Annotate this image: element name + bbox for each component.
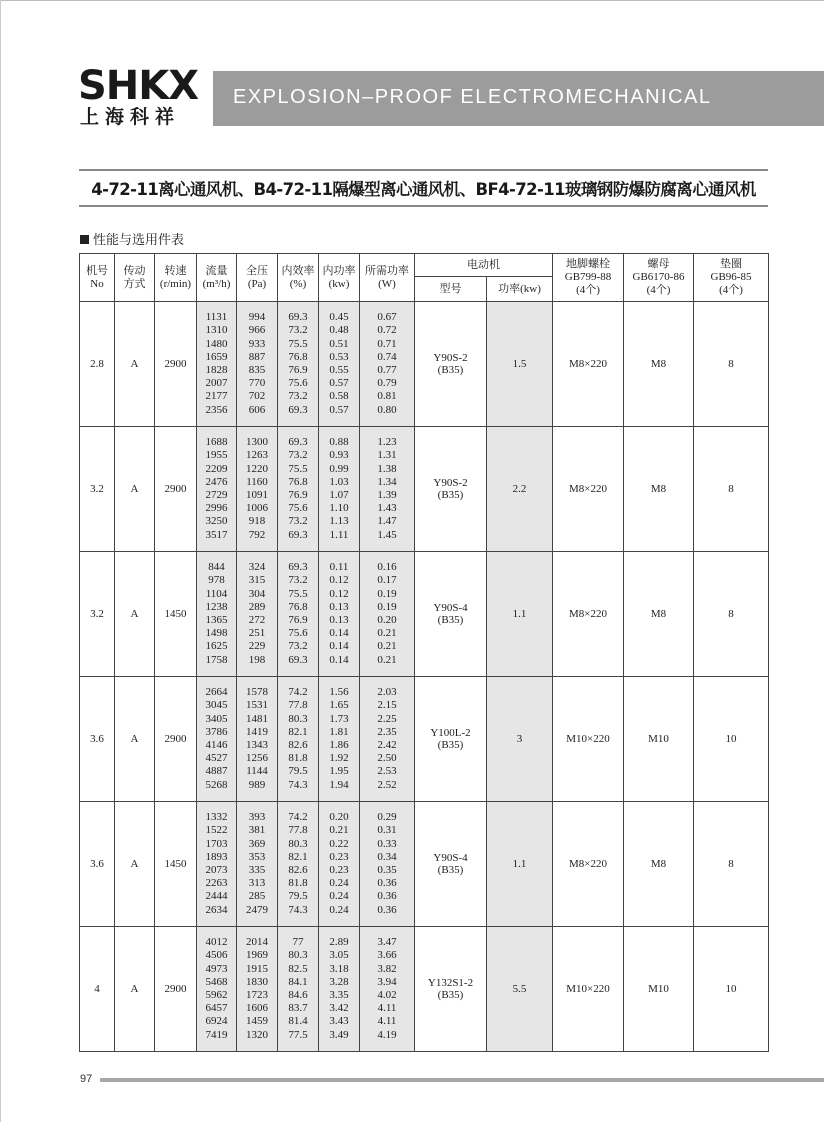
cell-no: 2.8 [80,302,115,427]
cell-flow: 1688 1955 2209 2476 2729 2996 3250 3517 [197,427,237,552]
cell-washer: 8 [694,552,769,677]
cell-motor-power: 2.2 [487,427,553,552]
cell-washer: 8 [694,302,769,427]
cell-flow: 2664 3045 3405 3786 4146 4527 4887 5268 [197,677,237,802]
cell-no: 3.2 [80,552,115,677]
cell-required-power: 2.03 2.15 2.25 2.35 2.42 2.50 2.53 2.52 [360,677,415,802]
cell-motor-power: 5.5 [487,927,553,1052]
cell-inner-power: 0.11 0.12 0.12 0.13 0.13 0.14 0.14 0.14 [319,552,360,677]
cell-efficiency: 69.3 73.2 75.5 76.8 76.9 75.6 73.2 69.3 [278,427,319,552]
cell-flow: 1332 1522 1703 1893 2073 2263 2444 2634 [197,802,237,927]
cell-motor-model: Y100L-2 (B35) [415,677,487,802]
cell-efficiency: 74.2 77.8 80.3 82.1 82.6 81.8 79.5 74.3 [278,802,319,927]
cell-pressure: 994 966 933 887 835 770 702 606 [237,302,278,427]
cell-nut: M8 [624,552,694,677]
cell-inner-power: 1.56 1.65 1.73 1.81 1.86 1.92 1.95 1.94 [319,677,360,802]
cell-bolt: M10×220 [553,927,624,1052]
cell-pressure: 324 315 304 289 272 251 229 198 [237,552,278,677]
cell-speed: 1450 [155,802,197,927]
cell-drive: A [115,927,155,1052]
logo-wordmark: SHKX [78,63,199,109]
cell-inner-power: 0.88 0.93 0.99 1.03 1.07 1.10 1.13 1.11 [319,427,360,552]
performance-table [79,253,769,1052]
footer-bar [100,1078,824,1082]
cell-bolt: M10×220 [553,677,624,802]
cell-pressure: 2014 1969 1915 1830 1723 1606 1459 1320 [237,927,278,1052]
cell-nut: M10 [624,677,694,802]
cell-drive: A [115,427,155,552]
table-row [80,427,769,552]
cell-motor-power: 1.1 [487,802,553,927]
table-row [80,677,769,802]
cell-washer: 8 [694,427,769,552]
col-header-pressure: 全压 (Pa) [237,254,278,302]
cell-speed: 2900 [155,302,197,427]
cell-speed: 1450 [155,552,197,677]
col-header-nut: 螺母 GB6170-86 (4个) [624,254,694,302]
page-left-edge [0,0,1,1122]
cell-speed: 2900 [155,427,197,552]
cell-speed: 2900 [155,927,197,1052]
table-row [80,302,769,427]
cell-washer: 8 [694,802,769,927]
table-row [80,927,769,1052]
cell-bolt: M8×220 [553,302,624,427]
section-heading [80,229,184,248]
col-header-flow: 流量 (m³/h) [197,254,237,302]
cell-washer: 10 [694,927,769,1052]
cell-efficiency: 69.3 73.2 75.5 76.8 76.9 75.6 73.2 69.3 [278,552,319,677]
cell-motor-model: Y90S-2 (B35) [415,427,487,552]
col-header-motor: 电动机 [415,254,553,277]
table-header [80,254,769,302]
banner-text: EXPLOSION–PROOF ELECTROMECHANICAL [233,86,712,108]
table-row [80,802,769,927]
cell-required-power: 1.23 1.31 1.38 1.34 1.39 1.43 1.47 1.45 [360,427,415,552]
col-header-motor-power: 功率(kw) [487,277,553,302]
cell-required-power: 0.67 0.72 0.71 0.74 0.77 0.79 0.81 0.80 [360,302,415,427]
cell-nut: M8 [624,802,694,927]
square-bullet-icon [80,235,89,244]
cell-inner-power: 0.45 0.48 0.51 0.53 0.55 0.57 0.58 0.57 [319,302,360,427]
cell-bolt: M8×220 [553,427,624,552]
cell-drive: A [115,302,155,427]
cell-inner-power: 2.89 3.05 3.18 3.28 3.35 3.42 3.43 3.49 [319,927,360,1052]
col-header-drive: 传动 方式 [115,254,155,302]
cell-inner-power: 0.20 0.21 0.22 0.23 0.23 0.24 0.24 0.24 [319,802,360,927]
cell-nut: M8 [624,302,694,427]
cell-nut: M8 [624,427,694,552]
cell-no: 3.2 [80,427,115,552]
cell-washer: 10 [694,677,769,802]
col-header-efficiency: 内效率 (%) [278,254,319,302]
col-header-speed: 转速 (r/min) [155,254,197,302]
cell-motor-power: 1.1 [487,552,553,677]
cell-drive: A [115,677,155,802]
cell-motor-model: Y90S-4 (B35) [415,552,487,677]
cell-drive: A [115,552,155,677]
page-number: 97 [80,1073,93,1085]
cell-efficiency: 74.2 77.8 80.3 82.1 82.6 81.8 79.5 74.3 [278,677,319,802]
cell-motor-model: Y90S-2 (B35) [415,302,487,427]
col-header-bolt: 地脚螺栓 GB799-88 (4个) [553,254,624,302]
logo-chinese-name: 上海科祥 [80,106,181,128]
cell-no: 3.6 [80,677,115,802]
col-header-required-power: 所需功率 (W) [360,254,415,302]
cell-motor-power: 1.5 [487,302,553,427]
cell-efficiency: 77 80.3 82.5 84.1 84.6 83.7 81.4 77.5 [278,927,319,1052]
cell-pressure: 393 381 369 353 335 313 285 2479 [237,802,278,927]
cell-efficiency: 69.3 73.2 75.5 76.8 76.9 75.6 73.2 69.3 [278,302,319,427]
cell-bolt: M8×220 [553,802,624,927]
header-banner [213,71,824,126]
cell-flow: 4012 4506 4973 5468 5962 6457 6924 7419 [197,927,237,1052]
cell-required-power: 0.16 0.17 0.19 0.19 0.20 0.21 0.21 0.21 [360,552,415,677]
cell-drive: A [115,802,155,927]
col-header-motor-model: 型号 [415,277,487,302]
col-header-washer: 垫圈 GB96-85 (4个) [694,254,769,302]
cell-no: 3.6 [80,802,115,927]
cell-flow: 844 978 1104 1238 1365 1498 1625 1758 [197,552,237,677]
company-logo [78,63,203,128]
cell-required-power: 0.29 0.31 0.33 0.34 0.35 0.36 0.36 0.36 [360,802,415,927]
cell-required-power: 3.47 3.66 3.82 3.94 4.02 4.11 4.11 4.19 [360,927,415,1052]
page-top-edge [0,0,824,1]
page-title: 4-72-11离心通风机、B4-72-11隔爆型离心通风机、BF4-72-11玻璃钢防爆防腐离心通风机 [91,180,756,199]
table-row [80,552,769,677]
section-heading-text: 性能与选用件表 [93,233,185,248]
title-rule-top [79,169,768,171]
cell-no: 4 [80,927,115,1052]
cell-flow: 1131 1310 1480 1659 1828 2007 2177 2356 [197,302,237,427]
col-header-inner-power: 内功率 (kw) [319,254,360,302]
cell-motor-model: Y90S-4 (B35) [415,802,487,927]
cell-speed: 2900 [155,677,197,802]
cell-nut: M10 [624,927,694,1052]
cell-pressure: 1300 1263 1220 1160 1091 1006 918 792 [237,427,278,552]
cell-bolt: M8×220 [553,552,624,677]
cell-motor-power: 3 [487,677,553,802]
col-header-no: 机号 No [80,254,115,302]
table-body [80,302,769,1052]
cell-pressure: 1578 1531 1481 1419 1343 1256 1144 989 [237,677,278,802]
title-rule-bottom [79,205,768,207]
cell-motor-model: Y132S1-2 (B35) [415,927,487,1052]
